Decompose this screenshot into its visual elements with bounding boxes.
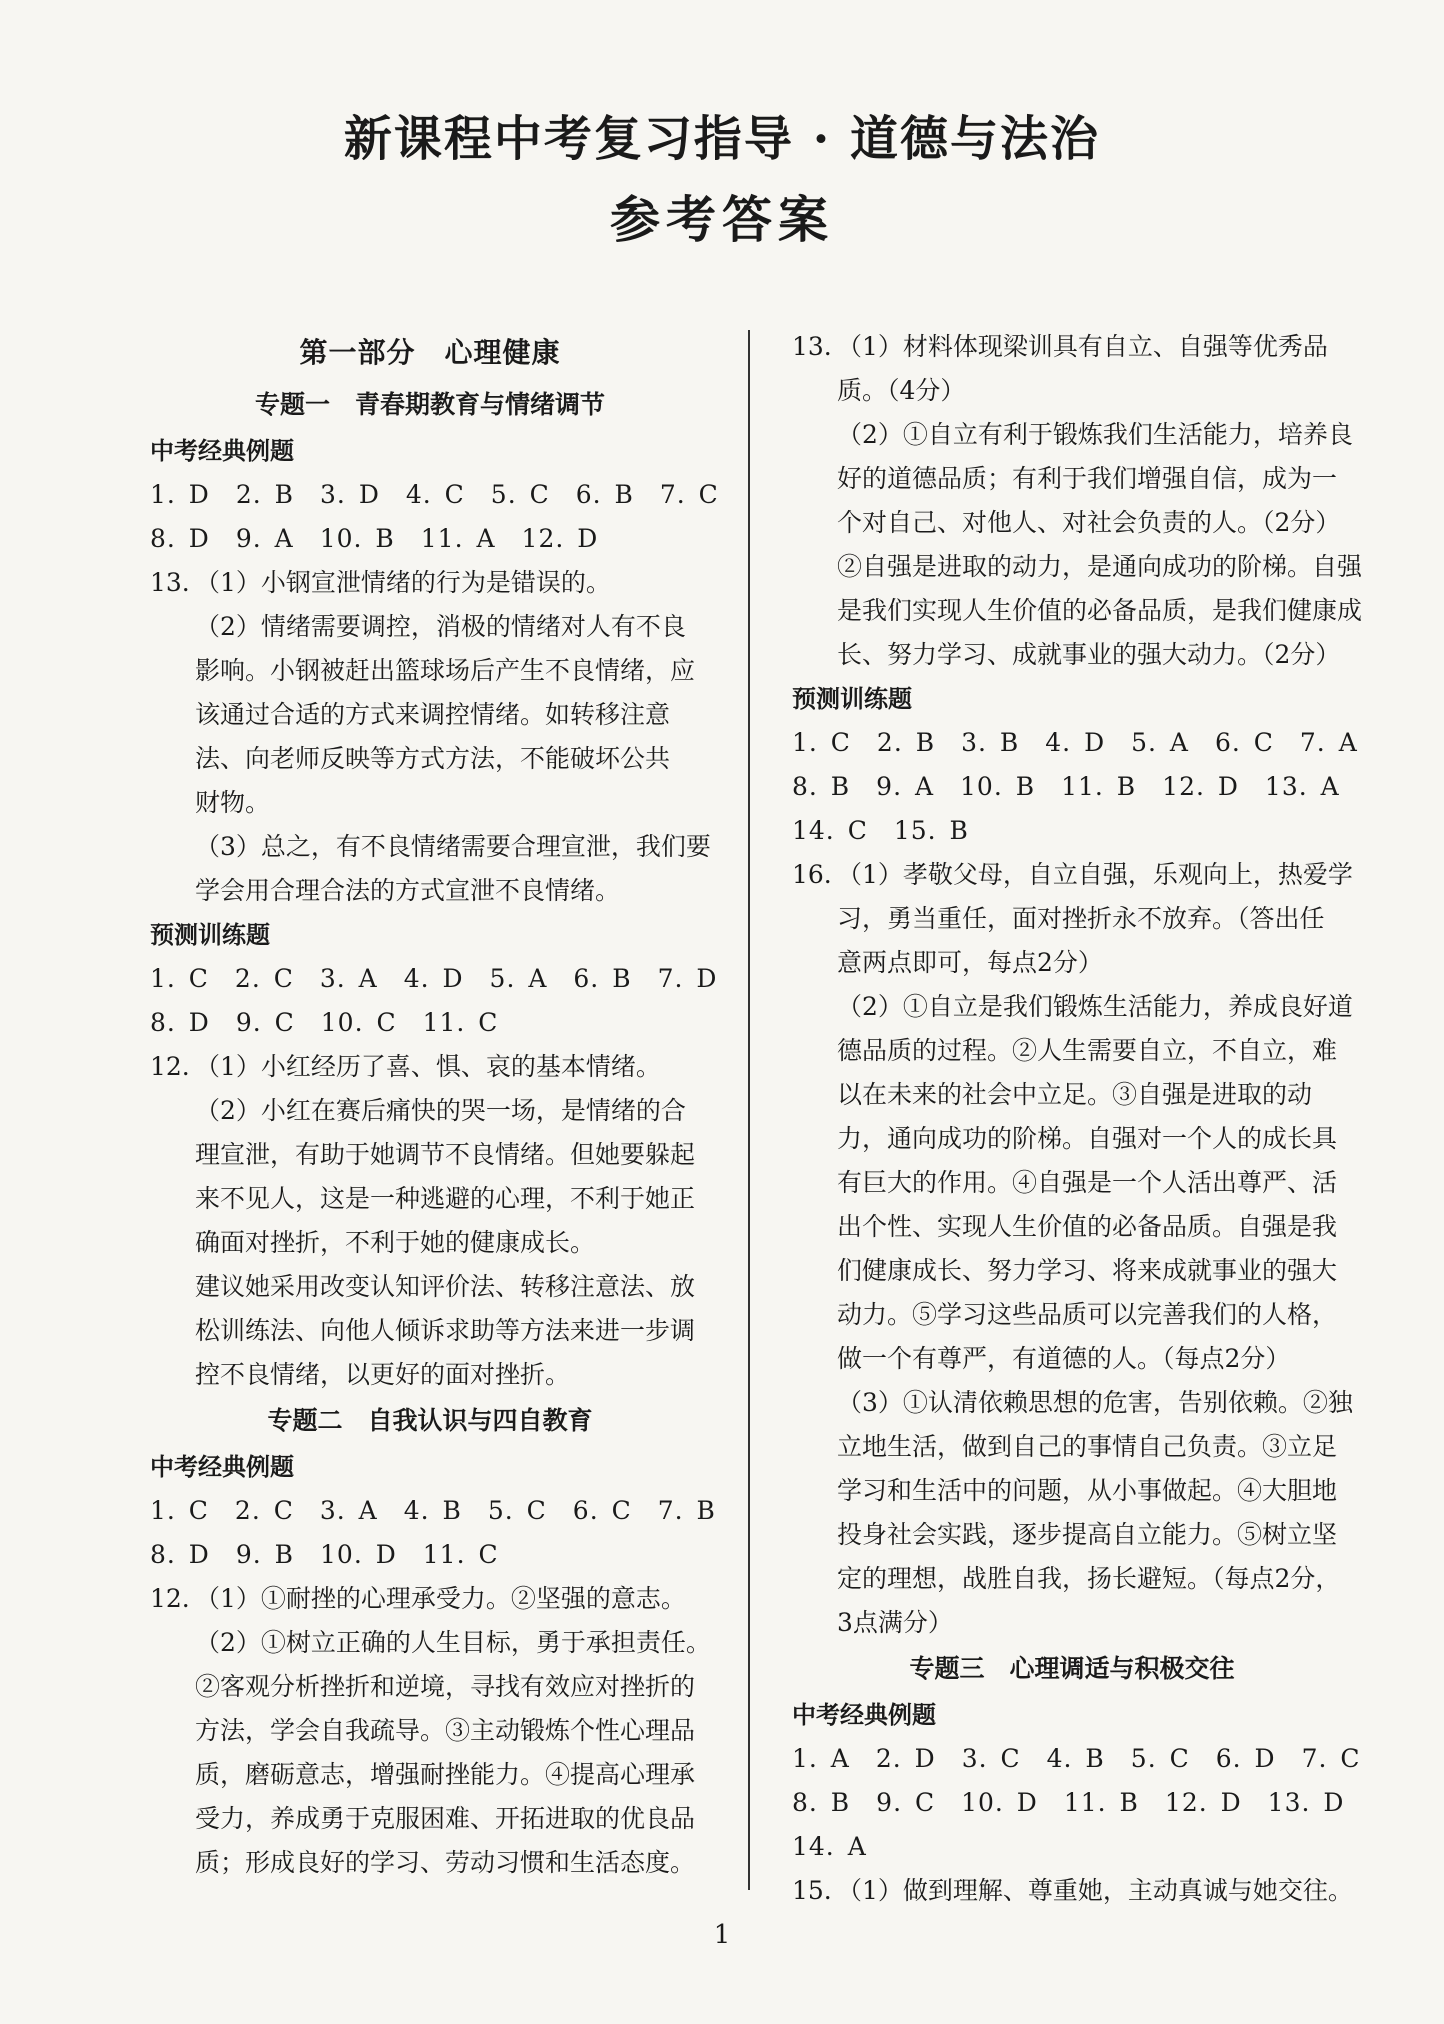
answer-line: 质；形成良好的学习、劳动习惯和生活态度。 — [195, 1848, 696, 1877]
answer-line: （1）小红经历了喜、惧、哀的基本情绪。 — [195, 1052, 661, 1081]
question-number: 16. — [792, 860, 832, 889]
question-16 — [792, 853, 1352, 1645]
answer-line: ②客观分析挫折和逆境，寻找有效应对挫折的 — [195, 1672, 696, 1701]
answer-line: 受力，养成勇于克服困难、开拓进取的优良品 — [195, 1804, 696, 1833]
answer-line: 做一个有尊严，有道德的人。（每点2分） — [837, 1344, 1291, 1373]
answer-line: （1）小钢宣泄情绪的行为是错误的。 — [195, 568, 611, 597]
question-15 — [792, 1869, 1352, 1913]
topic2-heading: 专题二 自我认识与四自教育 — [267, 1406, 593, 1435]
answer-line: 德品质的过程。②人生需要自立，不自立，难 — [837, 1036, 1338, 1065]
answer-row: 8. D 9. A 10. B 11. A 12. D — [150, 524, 599, 553]
topic3-classic-label: 中考经典例题 — [792, 1700, 936, 1729]
page-number: 1 — [713, 1920, 731, 1950]
answer-line: 们健康成长、努力学习、将来成就事业的强大 — [837, 1256, 1338, 1285]
answer-line: （2）情绪需要调控，消极的情绪对人有不良 — [195, 612, 686, 641]
question-body — [195, 561, 711, 913]
answer-row: 1. C 2. C 3. A 4. D 5. A 6. B 7. D — [150, 964, 718, 993]
question-body — [195, 1045, 695, 1397]
answer-line: 习，勇当重任，面对挫折永不放弃。（答出任 — [837, 904, 1325, 933]
question-13 — [150, 561, 710, 913]
answer-line: 有巨大的作用。④自强是一个人活出尊严、活 — [837, 1168, 1338, 1197]
answer-line: （2）①树立正确的人生目标，勇于承担责任。 — [195, 1628, 711, 1657]
question-13 — [792, 325, 1363, 677]
part-heading: 第一部分 心理健康 — [299, 336, 561, 369]
answer-line: 学会用合理合法的方式宣泄不良情绪。 — [195, 876, 621, 905]
right-column — [792, 325, 1363, 1913]
document-title: 新课程中考复习指导 · 道德与法治 — [343, 111, 1101, 167]
answer-line: 质。（4分） — [837, 376, 966, 405]
answer-line: 长、努力学习、成就事业的强大动力。（2分） — [837, 640, 1341, 669]
answer-line: （1）做到理解、尊重她，主动真诚与她交往。 — [837, 1876, 1353, 1905]
answer-line: （1）材料体现梁训具有自立、自强等优秀品 — [837, 332, 1328, 361]
question-12 — [150, 1045, 710, 1397]
answer-row: 8. D 9. B 10. D 11. C — [150, 1540, 499, 1569]
left-column — [150, 325, 719, 1885]
question-body — [837, 853, 1353, 1645]
question-12 — [150, 1577, 710, 1885]
topic3-heading: 专题三 心理调适与积极交往 — [909, 1654, 1235, 1683]
answer-line: 质，磨砺意志，增强耐挫能力。④提高心理承 — [195, 1760, 696, 1789]
answer-line: 控不良情绪，以更好的面对挫折。 — [195, 1360, 571, 1389]
topic1-predict-label: 预测训练题 — [150, 920, 270, 949]
answer-line: 是我们实现人生价值的必备品质，是我们健康成 — [837, 596, 1363, 625]
topic2-classic-label: 中考经典例题 — [150, 1452, 294, 1481]
question-number: 13. — [150, 568, 190, 597]
answer-line: 立地生活，做到自己的事情自己负责。③立足 — [837, 1432, 1338, 1461]
answer-row: 1. D 2. B 3. D 4. C 5. C 6. B 7. C — [150, 480, 719, 509]
answer-line: 好的道德品质；有利于我们增强自信，成为一 — [837, 464, 1338, 493]
answer-row: 8. B 9. C 10. D 11. B 12. D 13. D — [792, 1788, 1345, 1817]
answer-row: 14. A — [792, 1832, 867, 1861]
answer-line: 个对自己、对他人、对社会负责的人。（2分） — [837, 508, 1341, 537]
answer-line: 松训练法、向他人倾诉求助等方法来进一步调 — [195, 1316, 696, 1345]
answer-line: 影响。小钢被赶出篮球场后产生不良情绪，应 — [195, 656, 696, 685]
answer-line: 投身社会实践，逐步提高自立能力。⑤树立坚 — [837, 1520, 1338, 1549]
answer-line: 建议她采用改变认知评价法、转移注意法、放 — [195, 1272, 696, 1301]
answer-line: 确面对挫折，不利于她的健康成长。 — [195, 1228, 596, 1257]
answer-line: 理宣泄，有助于她调节不良情绪。但她要躲起 — [195, 1140, 696, 1169]
answer-line: 定的理想，战胜自我，扬长避短。（每点2分， — [837, 1564, 1341, 1593]
document-subtitle: 参考答案 — [610, 190, 834, 249]
question-number: 12. — [150, 1052, 190, 1081]
answer-line: 3点满分） — [837, 1608, 953, 1637]
answer-row: 1. C 2. B 3. B 4. D 5. A 6. C 7. A — [792, 728, 1358, 757]
question-number: 12. — [150, 1584, 190, 1613]
answer-line: 方法，学会自我疏导。③主动锻炼个性心理品 — [195, 1716, 696, 1745]
answer-line: （2）小红在赛后痛快的哭一场，是情绪的合 — [195, 1096, 686, 1125]
answer-line: 来不见人，这是一种逃避的心理，不利于她正 — [195, 1184, 696, 1213]
answer-line: 学习和生活中的问题，从小事做起。④大胆地 — [837, 1476, 1338, 1505]
answer-line: 该通过合适的方式来调控情绪。如转移注意 — [195, 700, 671, 729]
answer-line: （2）①自立是我们锻炼生活能力，养成良好道 — [837, 992, 1353, 1021]
answer-line: 法、向老师反映等方式方法，不能破坏公共 — [195, 744, 671, 773]
answer-line: 财物。 — [195, 788, 271, 817]
question-body — [837, 325, 1362, 677]
answer-line: （3）总之，有不良情绪需要合理宣泄，我们要 — [195, 832, 711, 861]
answer-row: 8. B 9. A 10. B 11. B 12. D 13. A — [792, 772, 1340, 801]
question-number: 13. — [792, 332, 832, 361]
answer-line: （1）①耐挫的心理承受力。②坚强的意志。 — [195, 1584, 686, 1613]
predict-label: 预测训练题 — [792, 684, 912, 713]
column-divider — [748, 330, 750, 1890]
answer-line: 力，通向成功的阶梯。自强对一个人的成长具 — [837, 1124, 1338, 1153]
topic1-classic-label: 中考经典例题 — [150, 436, 294, 465]
answer-line: （2）①自立有利于锻炼我们生活能力，培养良 — [837, 420, 1353, 449]
answer-row: 8. D 9. C 10. C 11. C — [150, 1008, 499, 1037]
answer-line: ②自强是进取的动力，是通向成功的阶梯。自强 — [837, 552, 1363, 581]
answer-line: 出个性、实现人生价值的必备品质。自强是我 — [837, 1212, 1338, 1241]
answer-row: 1. C 2. C 3. A 4. B 5. C 6. C 7. B — [150, 1496, 716, 1525]
topic1-heading: 专题一 青春期教育与情绪调节 — [254, 390, 605, 419]
question-body — [195, 1577, 711, 1885]
answer-line: （3）①认清依赖思想的危害，告别依赖。②独 — [837, 1388, 1353, 1417]
question-number: 15. — [792, 1876, 832, 1905]
answer-line: 以在未来的社会中立足。③自强是进取的动 — [837, 1080, 1313, 1109]
answer-line: 动力。⑤学习这些品质可以完善我们的人格， — [837, 1300, 1338, 1329]
answer-line: 意两点即可，每点2分） — [837, 948, 1103, 977]
answer-line: （1）孝敬父母，自立自强，乐观向上，热爱学 — [837, 860, 1353, 889]
answer-row: 14. C 15. B — [792, 816, 969, 845]
answer-row: 1. A 2. D 3. C 4. B 5. C 6. D 7. C — [792, 1744, 1361, 1773]
